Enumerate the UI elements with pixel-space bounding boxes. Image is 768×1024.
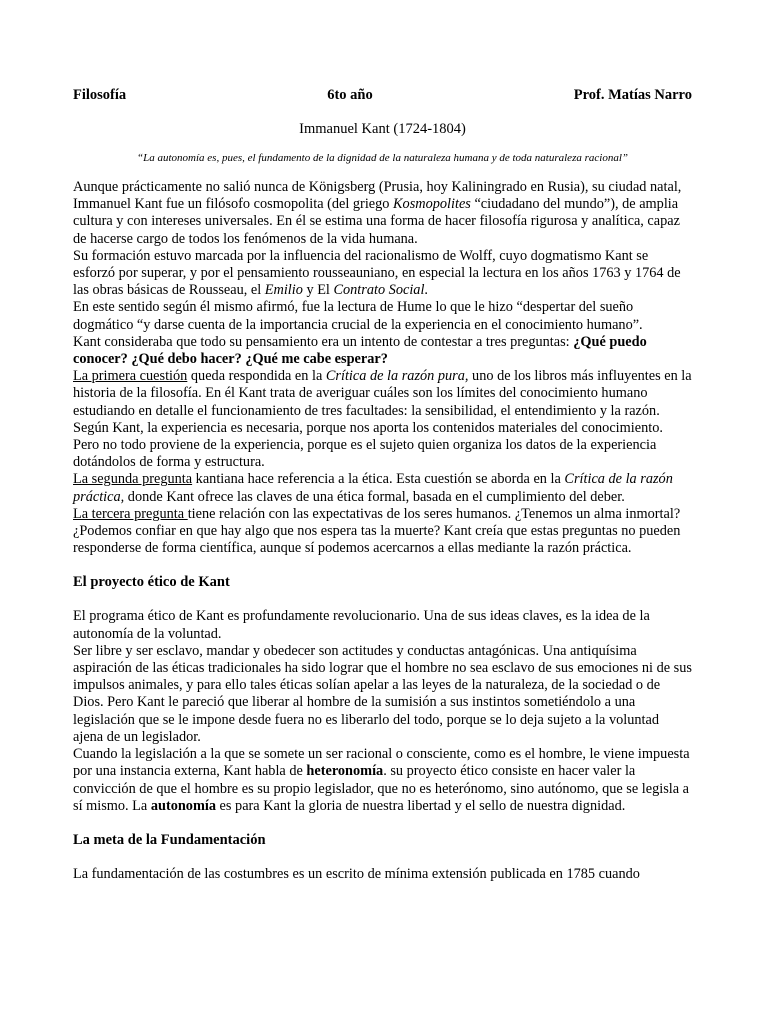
paragraph [73, 471, 692, 505]
text-run: Cuando la legislación a la que se somete un ser racional o consciente, como es el hombre, le viene impuesta por una instancia externa, Kant habla de [73, 746, 690, 780]
paragraph: Ser libre y ser esclavo, mandar y obedecer son actitudes y conductas antagónicas. Una antiquísima aspiración de las éticas tradicionales ha sido lograr que el hombre no sea esclavo de sus emociones ni de sus impulsos animales, y para ello tales éticas solían apelar a las leyes de la naturaleza, de la sociedad o de Dios. Pero Kant le pareció que liberar al hombre de la sumisión a sus instintos sometiéndolo a una legislación que se le impone desde fuera no es liberarlo del todo, porque se lo deja sujeto a la voluntad ajena de un legislador. [73, 642, 692, 745]
paragraph [73, 179, 692, 248]
italic-term: Kosmopolites [393, 196, 471, 213]
text-run: donde Kant ofrece las claves de una ética formal, basada en el cumplimiento del deber. [124, 488, 625, 505]
bold-term: autonomía [150, 797, 216, 814]
text-run: tiene relación con las expectativas de los seres humanos. ¿Tenemos un alma inmortal? ¿Podemos confiar en que hay algo que nos espera tas la muerte? Kant creía que estas preguntas no pueden responderse de forma científica, aunque sí podemos acercarnos a ellas mediante la razón práctica. [73, 505, 681, 557]
bold-questions: ¿Qué puedo conocer? ¿Qué debo hacer? ¿Qué me cabe esperar? [73, 333, 647, 368]
underlined-term: La tercera pregunta [73, 505, 188, 522]
text-run: . [424, 282, 428, 299]
text-run: uno de los libros más influyentes en la historia de la filosofía. En él Kant trata de averiguar cuáles son los límites del conocimiento humano estudiando en detalle el funcionamiento de tres facultades: la sensibilidad, el entendimiento y la razón. Según Kant, la experiencia es necesaria, porque nos aporta los contenidos materiales del conocimiento. Pero no todo proviene de la experiencia, porque es el sujeto quien organiza los datos de la experiencia dotándolos de forma y estructura. [73, 368, 692, 471]
italic-term: Emilio [264, 282, 303, 299]
teacher-label: Prof. Matías Narro [573, 87, 692, 103]
text-run: queda respondida en la [187, 368, 326, 385]
grade-label: 6to año [327, 87, 373, 103]
section-heading: El proyecto ético de Kant [73, 574, 230, 591]
underlined-term: La segunda pregunta [73, 471, 193, 488]
text-run: kantiana hace referencia a la ética. Esta cuestión se aborda en la [192, 471, 565, 488]
italic-term: Crítica de la razón práctica, [73, 471, 673, 505]
paragraph: La fundamentación de las costumbres es un escrito de mínima extensión publicada en 1785 cuando [73, 865, 640, 882]
fundamentacion-section [73, 866, 692, 883]
epigraph-quote: “La autonomía es, pues, el fundamento de la dignidad de la naturaleza humana y de toda naturaleza racional” [136, 152, 628, 164]
document-title: Immanuel Kant (1724-1804) [299, 121, 466, 137]
intro-section [73, 179, 692, 557]
paragraph [73, 248, 692, 300]
paragraph: En este sentido según él mismo afirmó, fue la lectura de Hume lo que le hizo “despertar del sueño dogmático “y darse cuenta de la importancia crucial de la experiencia en el conocimiento humano”. [73, 299, 643, 333]
underlined-term: La primera cuestión [73, 368, 188, 385]
text-run: “ciudadano del mundo”), de amplia cultura y con intereses universales. En él se estima una forma de hacer filosofía rigurosa y analítica, capaz de hacerse cargo de todos los fenómenos de la vida humana. [73, 196, 680, 247]
text-run: Su formación estuvo marcada por la influencia del racionalismo de Wolff, cuyo dogmatismo Kant se esforzó por superar, y por el pensamiento rousseauniano, en especial la lectura en los años 1763 y 1764 de las obras básicas de Rousseau, el [73, 247, 681, 299]
text-run: Kant consideraba que todo su pensamiento era un intento de contestar a tres preguntas: [73, 333, 574, 350]
bold-term: heteronomía [306, 763, 384, 780]
paragraph [73, 746, 692, 815]
text-run: Aunque prácticamente no salió nunca de Königsberg (Prusia, hoy Kaliningrado en Rusia), su ciudad natal, Immanuel Kant fue un filósofo cosmopolita (del griego [73, 179, 682, 213]
ethics-section [73, 608, 692, 814]
text-run: es para Kant la gloria de nuestra libertad y el sello de nuestra dignidad. [215, 797, 626, 814]
paragraph [73, 368, 692, 471]
section-heading: La meta de la Fundamentación [73, 831, 266, 848]
italic-term: Contrato Social [333, 282, 425, 299]
document-header [73, 87, 692, 104]
paragraph: El programa ético de Kant es profundamente revolucionario. Una de sus ideas claves, es la idea de la autonomía de la voluntad. [73, 608, 650, 642]
text-run: . su proyecto ético consiste en hacer valer la convicción de que el hombre es su propio legislador, que no es heterónomo, sino autónomo, que se legisla a sí mismo. La [73, 763, 690, 814]
text-run: y El [302, 282, 334, 299]
subject-label: Filosofía [73, 87, 127, 103]
italic-term: Crítica de la razón pura, [325, 368, 469, 385]
paragraph [73, 334, 692, 368]
paragraph [73, 506, 692, 558]
